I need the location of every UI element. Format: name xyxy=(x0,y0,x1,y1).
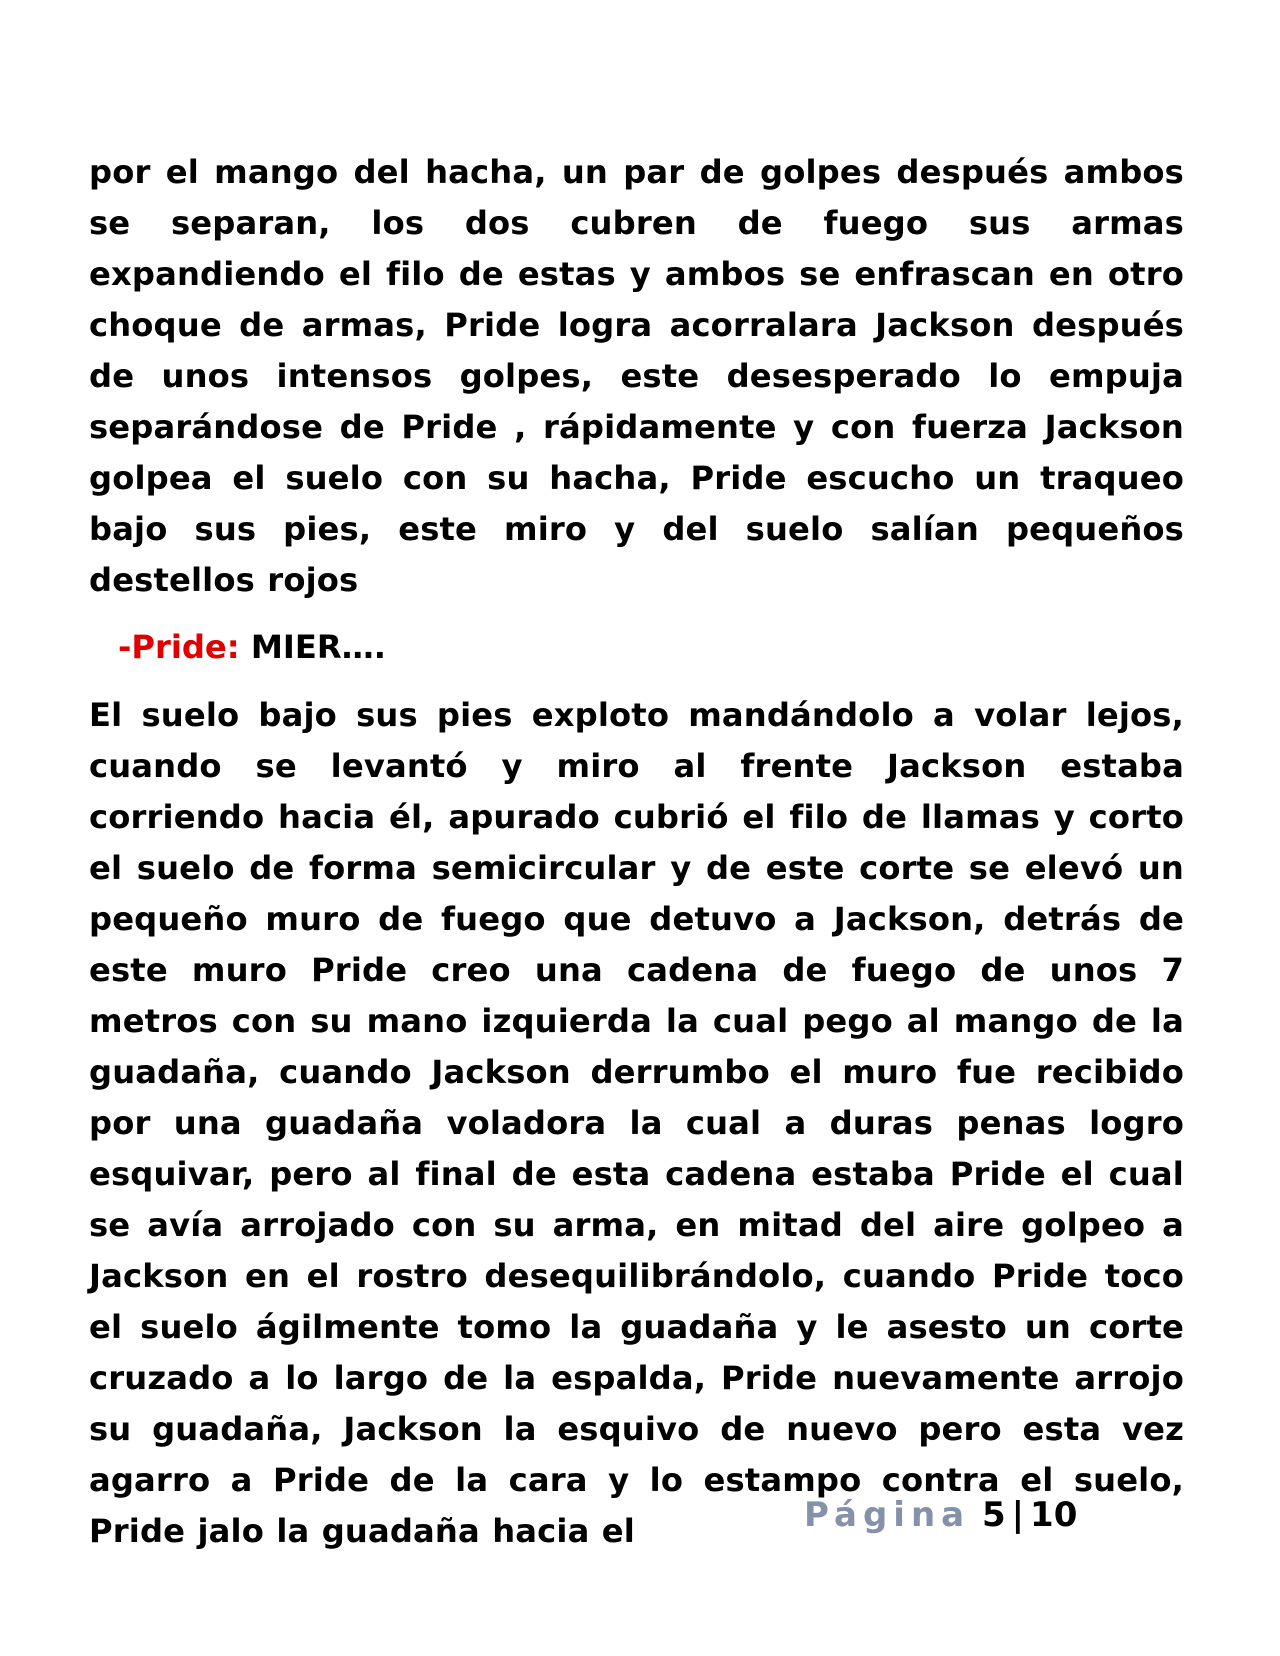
page-label: Página xyxy=(804,1495,971,1535)
dialogue-speaker: -Pride: xyxy=(118,628,240,666)
paragraph-1: por el mango del hacha, un par de golpes después ambos se separan, los dos cubren de fuego sus armas expandiendo el filo de estas y ambos se enfrascan en otro choque de armas, Pride logra acorralara Jackson después de unos intensos golpes, este desesperado lo empuja separándose de Pride , rápidamente y con fuerza Jackson golpea el suelo con su hacha, Pride escucho un traqueo bajo sus pies, este miro y del suelo salían pequeños destellos rojos xyxy=(89,153,1184,599)
page-body xyxy=(89,147,1184,1557)
dialogue-line xyxy=(118,622,1184,673)
dialogue-text: MIER…. xyxy=(250,628,387,666)
page-footer xyxy=(804,1490,1077,1540)
page-separator: | xyxy=(1011,1495,1025,1535)
page-number: 5 xyxy=(981,1495,1006,1535)
paragraph-2: El suelo bajo sus pies exploto mandándolo a volar lejos, cuando se levantó y miro al frente Jackson estaba corriendo hacia él, apurado cubrió el filo de llamas y corto el suelo de forma semicircular y de este corte se elevó un pequeño muro de fuego que detuvo a Jackson, detrás de este muro Pride creo una cadena de fuego de unos 7 metros con su mano izquierda la cual pego al mango de la guadaña, cuando Jackson derrumbo el muro fue recibido por una guadaña voladora la cual a duras penas logro esquivar, pero al final de esta cadena estaba Pride el cual se avía arrojado con su arma, en mitad del aire golpeo a Jackson en el rostro desequilibrándolo, cuando Pride toco el suelo ágilmente tomo la guadaña y le asesto un corte cruzado a lo largo de la espalda, Pride nuevamente arrojo su guadaña, Jackson la esquivo de nuevo pero esta vez agarro a Pride de la cara y lo estampo contra el suelo, Pride jalo la guadaña hacia el xyxy=(89,696,1184,1550)
total-pages: 10 xyxy=(1030,1495,1078,1535)
